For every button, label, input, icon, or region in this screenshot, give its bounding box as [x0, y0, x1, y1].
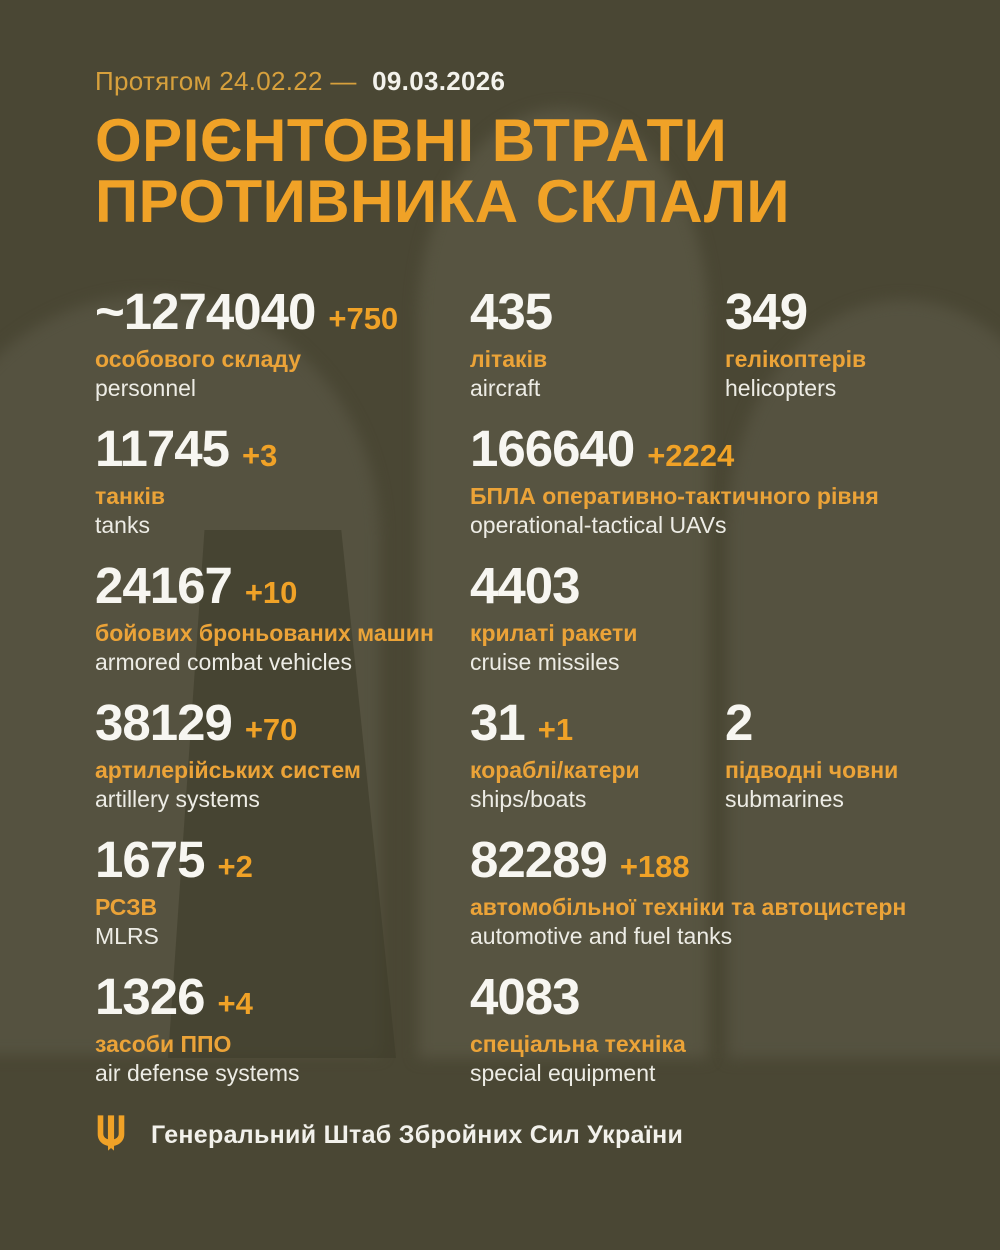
stat-label-en: submarines [725, 786, 844, 812]
footer [95, 1114, 960, 1156]
stat-label-ua: підводні човни [725, 757, 899, 783]
stat-label-en: tanks [95, 512, 150, 538]
stat-delta: +4 [217, 986, 253, 1021]
stat-label-en: aircraft [470, 375, 541, 401]
stat-label-ua: кораблі/катери [470, 757, 640, 783]
title-line-1: ОРІЄНТОВНІ ВТРАТИ [95, 107, 728, 174]
stats-row-5 [95, 831, 960, 951]
stat-label-ua: спеціальна техніка [470, 1031, 686, 1057]
stat-label-en: MLRS [95, 923, 159, 949]
stat-label-ua: засоби ППО [95, 1031, 232, 1057]
stat-aircraft [470, 283, 725, 403]
stats-row-1 [95, 283, 960, 403]
stat-artillery [95, 694, 470, 814]
stats-row-4 [95, 694, 960, 814]
stat-value: 4083 [470, 968, 580, 1025]
stat-label-ua: гелікоптерів [725, 346, 867, 372]
stat-label-ua: РСЗВ [95, 894, 158, 920]
stat-automotive [470, 831, 960, 951]
stat-cruise-missiles [470, 557, 960, 677]
stat-value: 11745 [95, 420, 230, 477]
stat-label-en: helicopters [725, 375, 837, 401]
stat-label-ua: танків [95, 483, 165, 509]
stat-label-ua: особового складу [95, 346, 302, 372]
stat-value: 82289 [470, 831, 607, 888]
stat-value: 1326 [95, 968, 205, 1025]
stat-value: 435 [470, 283, 553, 340]
stat-tanks [95, 420, 470, 540]
stat-helicopters [725, 283, 960, 403]
stat-submarines [725, 694, 960, 814]
stat-air-defense [95, 968, 470, 1088]
stat-label-ua: літаків [470, 346, 548, 372]
stat-delta: +750 [328, 301, 399, 336]
stat-mlrs [95, 831, 470, 951]
stat-label-ua: артилерійських систем [95, 757, 361, 783]
stat-label-ua: автомобільної техніки та автоцистерн [470, 894, 907, 920]
stat-label-ua: крилаті ракети [470, 620, 638, 646]
stat-label-en: special equipment [470, 1060, 656, 1086]
stat-uavs [470, 420, 960, 540]
stat-value: ~1274040 [95, 283, 316, 340]
title-line-2: ПРОТИВНИКА СКЛАЛИ [95, 168, 791, 235]
stat-personnel [95, 283, 470, 403]
stat-label-en: automotive and fuel tanks [470, 923, 733, 949]
stats-row-2 [95, 420, 960, 540]
stat-value: 31 [470, 694, 525, 751]
stat-delta: +70 [244, 712, 298, 747]
period-prefix: Протягом 24.02.22 — [95, 66, 357, 96]
stat-value: 2 [725, 694, 753, 751]
stat-delta: +10 [244, 575, 298, 610]
stat-label-en: artillery systems [95, 786, 260, 812]
stat-special-equipment [470, 968, 960, 1088]
stat-value: 24167 [95, 557, 232, 614]
stat-delta: +1 [537, 712, 574, 747]
source-attribution: Генеральний Штаб Збройних Сил України [151, 1120, 684, 1149]
stat-value: 349 [725, 283, 808, 340]
page-title [95, 107, 960, 235]
report-date: 09.03.2026 [372, 66, 506, 96]
stat-value: 166640 [470, 420, 635, 477]
tryzub-icon [95, 1114, 127, 1156]
stat-delta: +188 [619, 849, 690, 884]
stat-value: 38129 [95, 694, 232, 751]
stats-row-6 [95, 968, 960, 1088]
stat-armored-vehicles [95, 557, 470, 677]
stat-label-en: personnel [95, 375, 197, 401]
stat-label-en: armored combat vehicles [95, 649, 352, 675]
stat-value: 1675 [95, 831, 205, 888]
stat-label-en: cruise missiles [470, 649, 620, 675]
stat-delta: +3 [242, 438, 278, 473]
stat-delta: +2224 [647, 438, 735, 473]
report-period [95, 66, 960, 97]
stat-label-en: operational-tactical UAVs [470, 512, 727, 538]
stat-value: 4403 [470, 557, 580, 614]
stat-label-en: ships/boats [470, 786, 587, 812]
stat-delta: +2 [217, 849, 253, 884]
stat-label-ua: БПЛА оперативно-тактичного рівня [470, 483, 879, 509]
stat-label-en: air defense systems [95, 1060, 300, 1086]
stats-grid [95, 283, 960, 1088]
stats-row-3 [95, 557, 960, 677]
stat-label-ua: бойових броньованих машин [95, 620, 434, 646]
stat-ships [470, 694, 725, 814]
